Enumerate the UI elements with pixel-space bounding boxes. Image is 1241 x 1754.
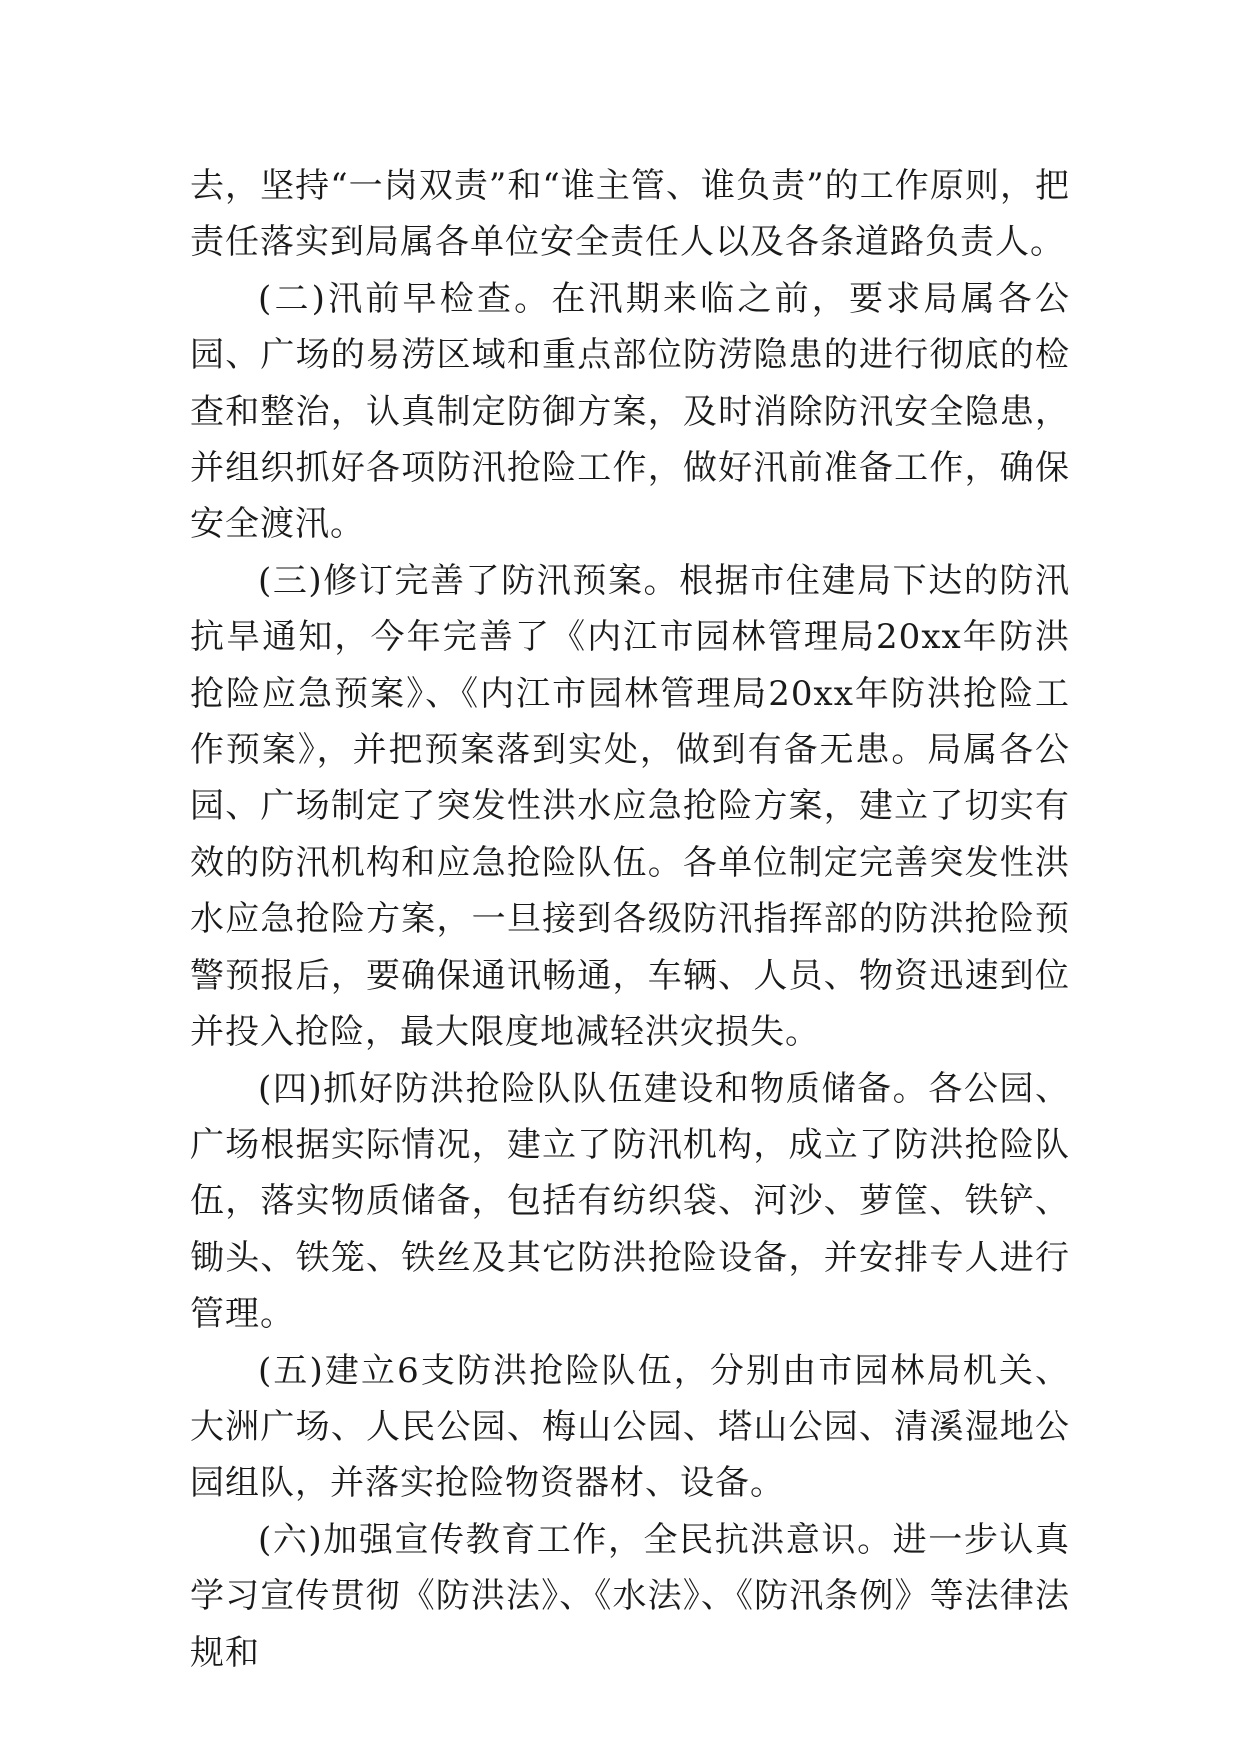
document-body [190, 158, 1070, 1681]
paragraph-section-3: (三)修订完善了防汛预案。根据市住建局下达的防汛抗旱通知，今年完善了《内江市园林管理局20xx年防洪抢险应急预案》、《内江市园林管理局20xx年防洪抢险工作预案》，并把预案落到实处，做到有备无患。局属各公园、广场制定了突发性洪水应急抢险方案，建立了切实有效的防汛机构和应急抢险队伍。各单位制定完善突发性洪水应急抢险方案，一旦接到各级防汛指挥部的防洪抢险预警预报后，要确保通讯畅通，车辆、人员、物资迅速到位并投入抢险，最大限度地减轻洪灾损失。 [190, 560, 1070, 1053]
paragraph-section-4: (四)抓好防洪抢险队队伍建设和物质储备。各公园、广场根据实际情况，建立了防汛机构，成立了防洪抢险队伍，落实物质储备，包括有纺织袋、河沙、萝筐、铁铲、锄头、铁笼、铁丝及其它防洪抢险设备，并安排专人进行管理。 [190, 1068, 1070, 1335]
paragraph-section-5: (五)建立6支防洪抢险队伍，分别由市园林局机关、大洲广场、人民公园、梅山公园、塔山公园、清溪湿地公园组队，并落实抢险物资器材、设备。 [190, 1350, 1070, 1504]
paragraph-section-2: (二)汛前早检查。在汛期来临之前，要求局属各公园、广场的易涝区域和重点部位防涝隐患的进行彻底的检查和整治，认真制定防御方案，及时消除防汛安全隐患，并组织抓好各项防汛抢险工作，做好汛前准备工作，确保安全渡汛。 [190, 278, 1070, 545]
paragraph-continuation: 去，坚持“一岗双责”和“谁主管、谁负责”的工作原则，把责任落实到局属各单位安全责任人以及各条道路负责人。 [190, 166, 1070, 263]
paragraph-section-6: (六)加强宣传教育工作，全民抗洪意识。进一步认真学习宣传贯彻《防洪法》、《水法》、《防汛条例》等法律法规和 [190, 1519, 1070, 1673]
